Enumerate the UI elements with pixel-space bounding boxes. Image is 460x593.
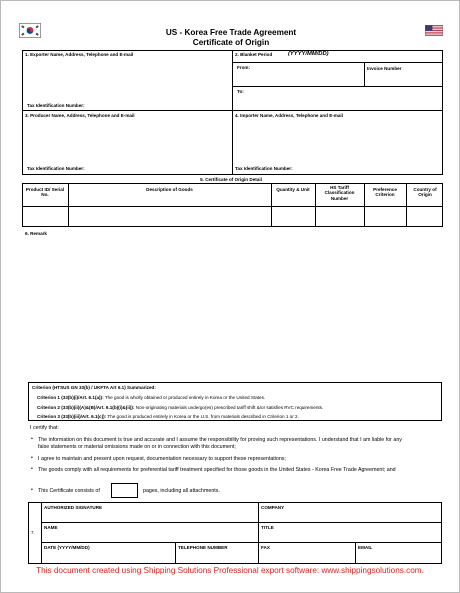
signature-col-divider — [175, 542, 176, 564]
criterion-item: Criterion 3 (33(b)(iii)/Art. 6.1(c)): The good is produced entirely in Korea or the U.S. from materials described in Criterion 1 or 2. — [37, 414, 299, 419]
bullet-icon: • — [31, 466, 33, 472]
signature-col-divider — [258, 502, 259, 564]
authorized-signature-label: AUTHORIZED SIGNATURE — [44, 505, 103, 510]
col-preference: Preference Criterion — [373, 187, 397, 198]
signature-row-divider — [41, 542, 442, 543]
producer-label: 3. Producer Name, Address, Telephone and E-mail — [25, 113, 135, 118]
origin-col-divider — [364, 183, 365, 227]
pages-count-field[interactable] — [111, 483, 138, 498]
blanket-divider — [232, 62, 443, 63]
footer-notice: This document created using Shipping Solutions Professional export software: www.shippingsolutions.com. — [36, 566, 424, 575]
invoice-number-label: Invoice Number — [367, 66, 402, 71]
to-label: To: — [237, 89, 244, 94]
criterion-title: Criterion (HTSUS GN 33(b) / UKFTA Art 6.1) Summarized: — [32, 385, 156, 390]
pages-suffix: pages, including all attachments. — [143, 488, 220, 494]
signature-row-number: 7. — [31, 530, 35, 535]
from-to-divider — [232, 86, 443, 87]
col-country: Country of Origin — [413, 187, 437, 198]
bullet-icon: • — [31, 487, 33, 493]
pages-prefix: This Certificate consists of — [38, 488, 100, 494]
criterion-item: Criterion 2 (33(b)(ii)(A)&(B)/Art. 6.1(b)(i)&(ii)): Non-originating materials undergo(es) prescribed tariff shift &/or satisfies RVC requirements. — [37, 405, 324, 410]
certify-statement: I agree to maintain and present upon request, documentation necessary to support these representations; — [38, 456, 286, 462]
title-label: TITLE — [261, 525, 274, 530]
signature-number-divider — [41, 502, 42, 564]
signature-section — [28, 502, 442, 564]
email-label: EMAIL — [358, 545, 373, 550]
certify-statement: The goods comply with all requirements for preferential tariff treatment specified for those goods in the United States - Korea Free Trade Agreement; and — [38, 467, 396, 473]
producer-tax-label: Tax Identification Number: — [27, 166, 85, 171]
name-label: NAME — [44, 525, 58, 530]
col-product-id: Product ID/ Serial No. — [25, 187, 65, 198]
exporter-label: 1. Exporter Name, Address, Telephone and E-mail — [25, 52, 134, 57]
from-label: From: — [237, 65, 251, 70]
bullet-icon: • — [31, 455, 33, 461]
united-states-flag-icon — [425, 25, 443, 36]
origin-col-divider — [315, 183, 316, 227]
certify-intro: I certify that: — [30, 425, 59, 431]
south-korea-flag-icon — [19, 23, 41, 38]
origin-header-divider — [22, 206, 443, 207]
date-label: DATE (YYYY/MM/DD) — [44, 545, 90, 550]
telephone-label: TELEPHONE NUMBER — [178, 545, 228, 550]
document-title: US - Korea Free Trade Agreement — [165, 28, 297, 37]
signature-row-divider — [41, 522, 442, 523]
col-description: Description of Goods — [146, 187, 193, 192]
criterion-item: Criterion 1 (33(b)(i)/Art. 6.1(a)): The good is wholly obtained or produced entirely in Korea or the United States. — [37, 395, 266, 400]
bullet-icon: • — [31, 436, 33, 442]
certify-statement: The information on this document is true and accurate and I assume the responsibility for proving such representations. I understand that I am liable for any false statements or material omissions made on or in connection with this document; — [38, 437, 402, 450]
origin-detail-title: 5. Certificate of Origin Detail — [200, 177, 262, 182]
parties-row-divider — [22, 110, 443, 111]
origin-col-divider — [406, 183, 407, 227]
importer-label: 4. Importer Name, Address, Telephone and E-mail — [235, 113, 343, 118]
col-quantity: Quantity & Unit — [276, 187, 310, 192]
company-label: COMPANY — [261, 505, 285, 510]
importer-tax-label: Tax Identification Number: — [235, 166, 293, 171]
origin-col-divider — [271, 183, 272, 227]
exporter-tax-label: Tax Identification Number: — [27, 103, 85, 108]
signature-col-divider — [355, 542, 356, 564]
invoice-divider — [364, 62, 365, 86]
col-hs-tariff: HS Tariff Classification Number — [324, 185, 355, 201]
document-subtitle: Certificate of Origin — [192, 38, 270, 47]
blanket-format-label: (YYYY/MM/DD) — [288, 51, 329, 57]
remark-label: 6. Remark — [25, 231, 47, 236]
fax-label: FAX — [261, 545, 270, 550]
parties-divider — [232, 50, 233, 175]
origin-col-divider — [68, 183, 69, 227]
blanket-period-label: 2. Blanket Period — [235, 52, 273, 57]
